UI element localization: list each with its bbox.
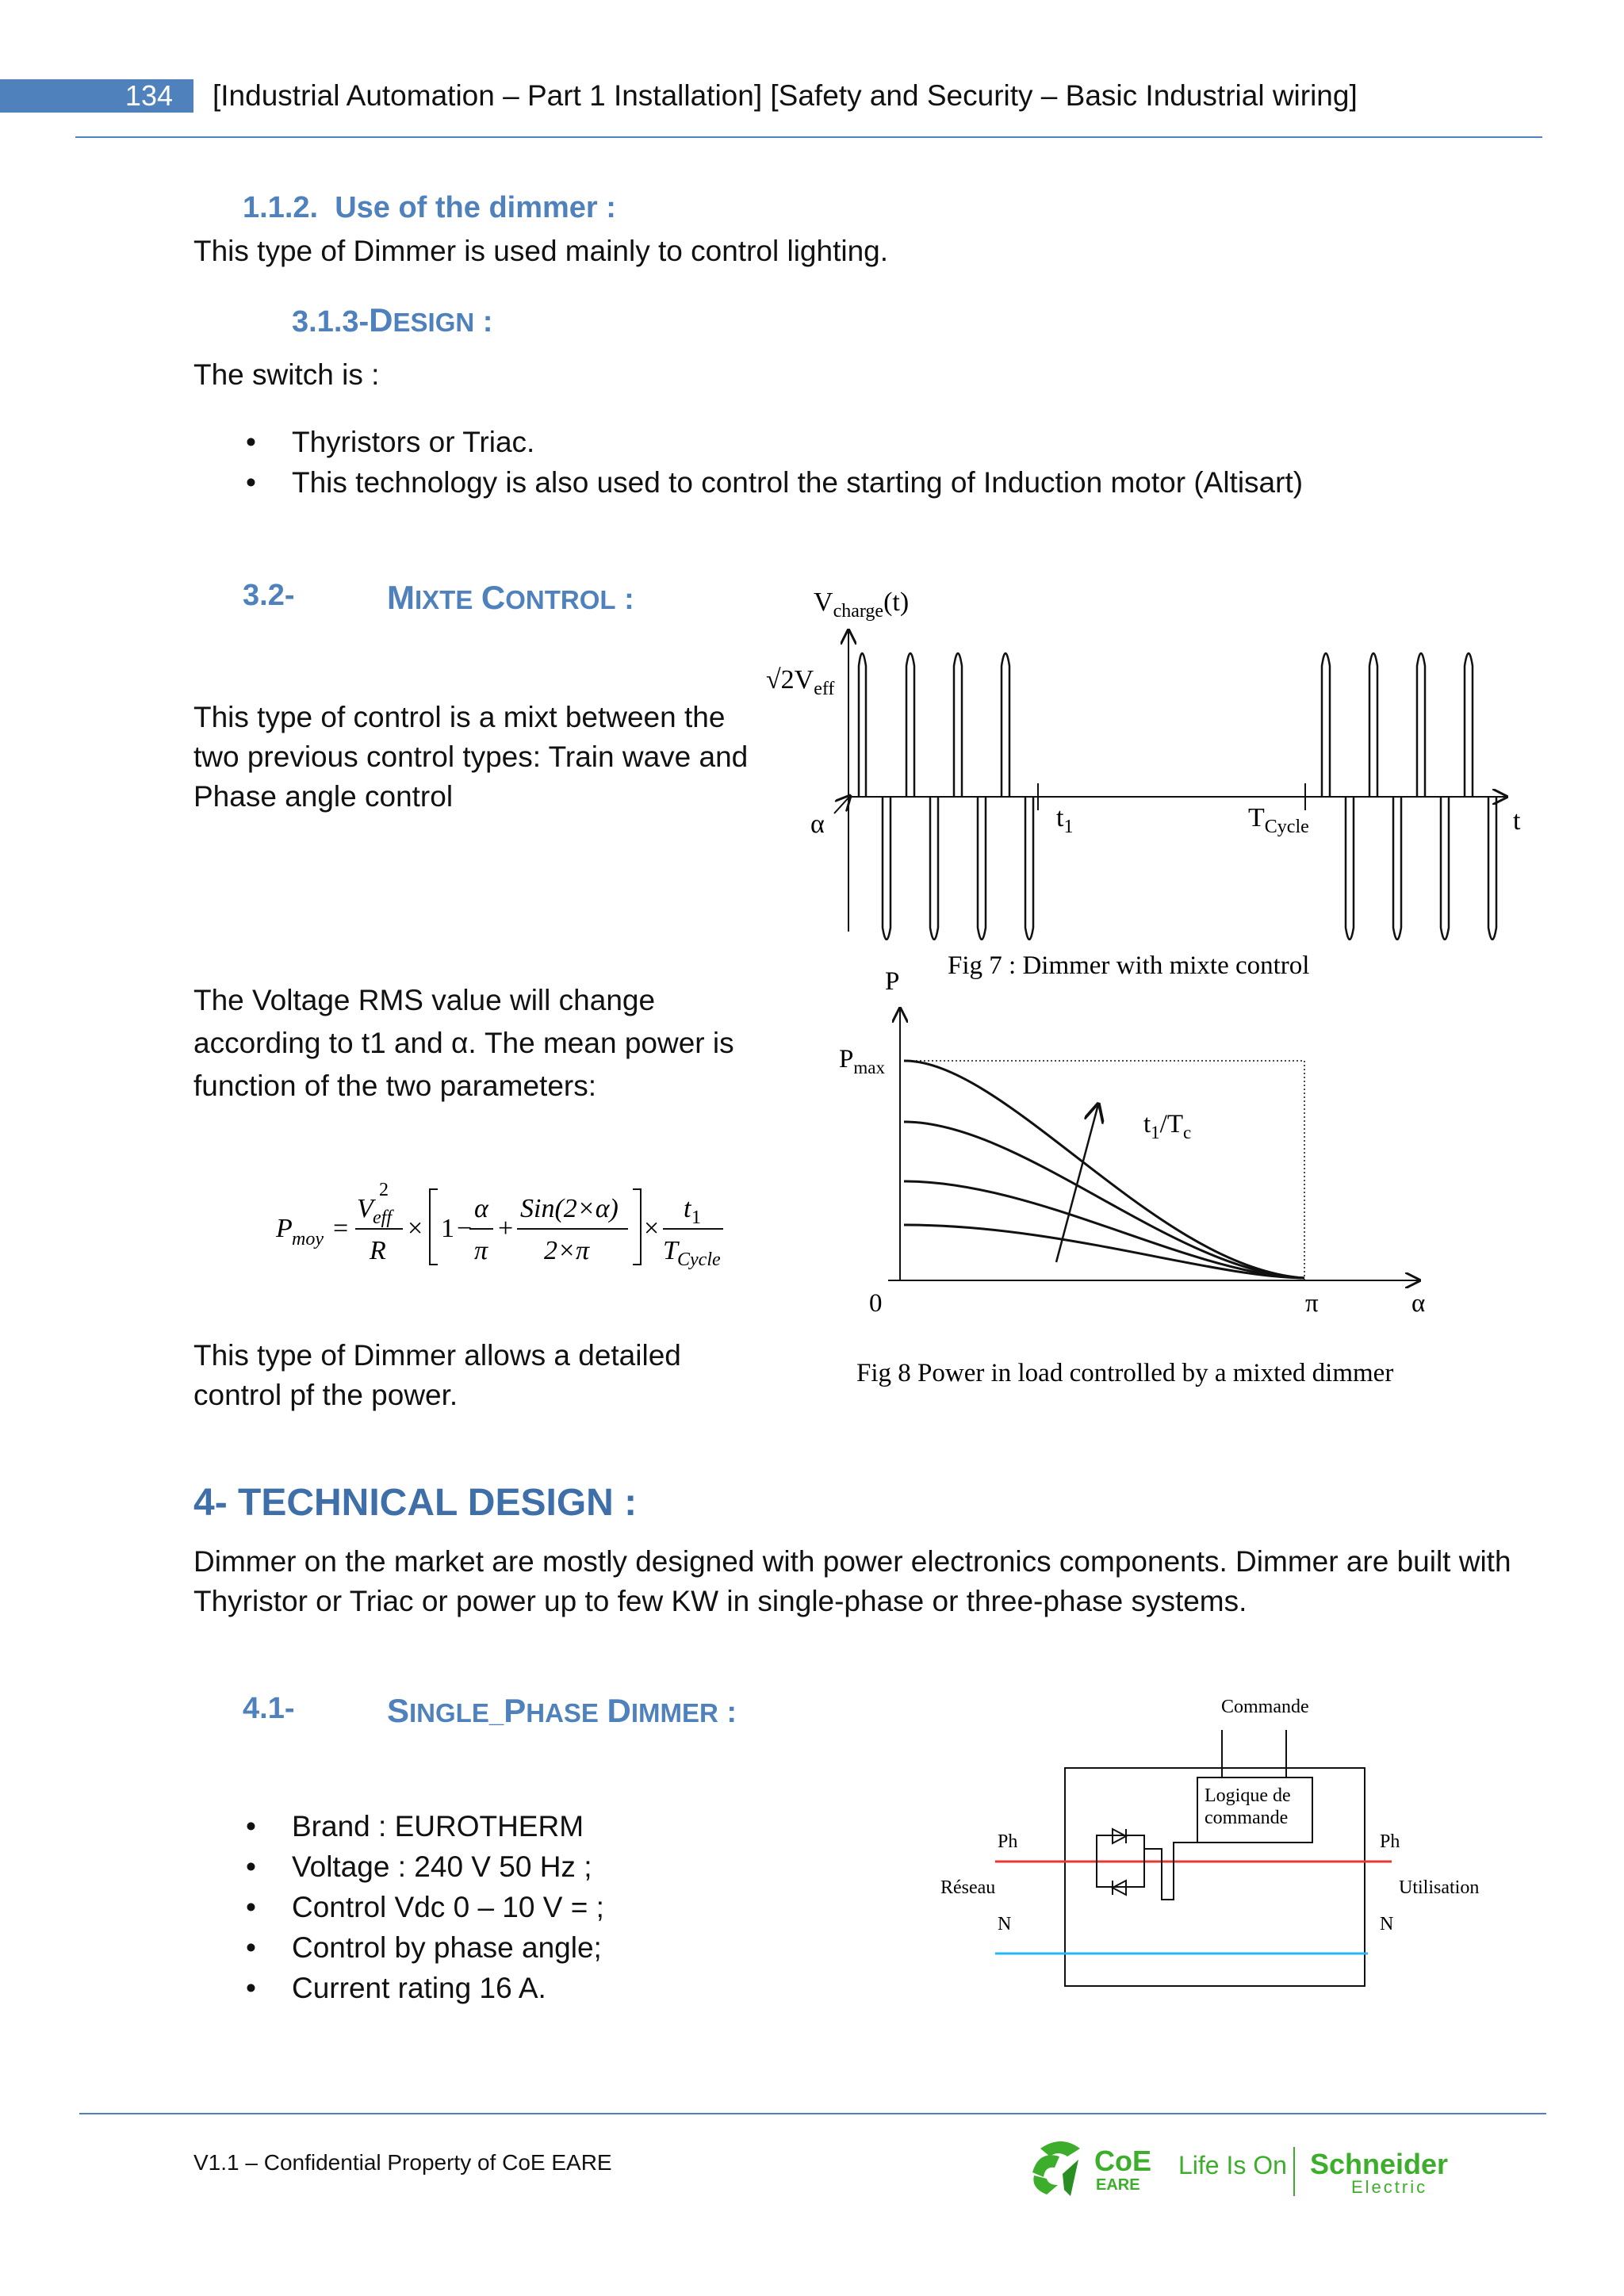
bullet-list-specs [193,1806,907,2008]
diagram-commande: Commande [1221,1697,1309,1717]
fig8-zero-label: 0 [869,1289,883,1318]
fig8-alpha-label: α [1411,1289,1426,1318]
heading-number: 1.1.2. [243,191,319,224]
bullet-list-switch [193,422,1542,503]
heading-rest: IMMER [630,1698,718,1728]
bullet-item: • Control Vdc 0 – 10 V = ; [193,1887,907,1927]
diagram-reseau: Réseau [940,1877,996,1898]
single-phase-dimmer-diagram [928,1689,1499,1998]
heading-rest: IXTE [415,585,473,614]
heading-initial: M [387,579,415,616]
heading-4-1-title [387,1692,737,1730]
heading-rest: ESIGN [393,308,475,337]
fig7-amplitude-label: $√2V_{eff}$ [766,665,835,699]
paragraph-technical-design: Dimmer on the market are mostly designed with power electronics components. Dimmer are built with Thyristor or Triac or power up to few KW in single-phase or three-phase systems. [193,1545,1511,1617]
formula-lhs-sub: moy [292,1229,324,1249]
fig8-caption: Fig 8 Power in load controlled by a mixted dimmer [856,1359,1394,1387]
footer-text: V1.1 – Confidential Property of CoE EARE [193,2150,612,2175]
diagram-n-left: N [998,1914,1012,1934]
heading-number: 4.1- [243,1692,295,1725]
bullet-item: • This technology is also used to control the starting of Induction motor (Altisart) [193,462,1542,503]
formula-t1-sub: 1 [691,1207,701,1228]
footer-logos [1023,2133,1467,2204]
header-rule [75,136,1542,138]
schneider-logo-text: Schneider [1310,2148,1449,2180]
heading-rest: INGLE_ [409,1698,504,1728]
triac-symbol [1097,1829,1197,1900]
heading-text: Use of the dimmer : [335,191,616,224]
fig7-alpha-label: α [810,809,825,839]
formula-one: 1 [441,1214,454,1243]
paragraph-detailed-control: This type of Dimmer allows a detailed control pf the power. [193,1339,681,1411]
heading-number: 3.2- [243,579,295,612]
heading-colon: : [615,583,634,616]
header-title: [Industrial Automation – Part 1 Installation] [Safety and Security – Basic Industrial wiring] [213,79,1358,112]
formula-sin: Sin(2×α) [520,1194,619,1223]
heading-colon: : [474,305,493,339]
bracket-right [633,1189,641,1265]
fig8-pmax-label: $P_{max}$ [839,1045,885,1077]
formula-tcycle: T [663,1236,678,1265]
heading-initial: C [481,579,506,616]
fig8-curves [904,1061,1304,1278]
page-number: 134 [0,79,193,113]
electric-logo-text: Electric [1351,2177,1428,2197]
fig7-tcycle-label: $T_{Cycle}$ [1248,803,1309,837]
diagram-logique-1: Logique de [1205,1785,1291,1806]
fig8-ylabel: P [885,967,900,996]
formula-v: V [357,1194,373,1223]
heading-rest: ONTROL [505,585,616,614]
formula-t1: t [684,1194,691,1223]
heading-3-1-3 [292,301,492,339]
heading-initial: P [504,1692,527,1729]
paragraph-switch-intro: The switch is : [193,358,380,391]
fig7-t-label: t [1513,806,1521,836]
fig8-power-curves [825,967,1483,1395]
eare-logo-text: EARE [1096,2176,1140,2194]
heading-initial: D [607,1692,631,1729]
fig8-increase-arrow [1056,1104,1098,1262]
diagram-utilisation: Utilisation [1399,1877,1480,1898]
lifeison-text: Life Is On [1178,2151,1287,2179]
footer-rule [79,2113,1546,2114]
fig8-param-label: $t_1/T_c$ [1143,1110,1192,1142]
heading-colon: : [718,1696,737,1729]
diagram-ph-right: Ph [1380,1831,1400,1852]
bullet-item: • Brand : EUROTHERM [193,1806,907,1846]
fig8-pi-label: π [1305,1289,1319,1318]
heading-initial: S [387,1692,410,1729]
bracket-left [430,1189,438,1265]
heading-4-1 [243,1692,294,1726]
paragraph-dimmer-use: This type of Dimmer is used mainly to control lighting. [193,235,889,267]
formula-alpha: α [474,1194,488,1223]
heading-number: 3.1.3- [292,305,370,339]
heading-rest: HASE [526,1698,599,1728]
paragraph-rms-value: The Voltage RMS value will change according to t1 and α. The mean power is function of the two parameters: [193,984,734,1102]
bullet-item: • Thyristors or Triac. [193,422,1542,462]
formula-eq: = [333,1214,349,1243]
formula-tcycle-sub: Cycle [677,1249,721,1270]
heading-4-technical-design: 4- TECHNICAL DESIGN : [193,1482,638,1524]
diagram-ph-left: Ph [998,1831,1018,1852]
coe-logo-text: CoE [1094,2145,1151,2177]
fig7-caption: Fig 7 : Dimmer with mixte control [948,951,1310,980]
fig7-voltage-waveform [745,571,1562,983]
heading-1-1-2 [243,191,616,225]
formula-pi: π [474,1236,488,1265]
formula-times-2: × [644,1214,660,1243]
formula-lhs: P [276,1214,293,1243]
mean-power-formula [262,1173,753,1276]
heading-3-2 [243,579,294,613]
bullet-item: • Current rating 16 A. [193,1968,907,2008]
diagram-logique-2: commande [1205,1808,1289,1828]
bullet-item: • Voltage : 240 V 50 Hz ; [193,1846,907,1887]
fig7-t1-label: $t_1$ [1056,803,1074,837]
formula-v-sub: eff [373,1207,392,1228]
heading-initial: D [369,301,393,339]
paragraph-mixt-control: This type of control is a mixt between the two previous control types: Train wave and Phase angle control [193,701,749,813]
heading-3-2-title [387,579,634,617]
coe-swirl-icon [1032,2141,1080,2196]
formula-v-sup: 2 [379,1180,389,1200]
formula-plus: + [498,1214,514,1243]
formula-r: R [370,1236,386,1265]
formula-two-pi: 2×π [544,1236,589,1265]
formula-minus: − [457,1214,473,1243]
formula-times: × [408,1214,423,1243]
fig7-ylabel: $V_{charge}(t)$ [814,587,910,622]
diagram-n-right: N [1380,1914,1394,1934]
bullet-item: • Control by phase angle; [193,1927,907,1968]
